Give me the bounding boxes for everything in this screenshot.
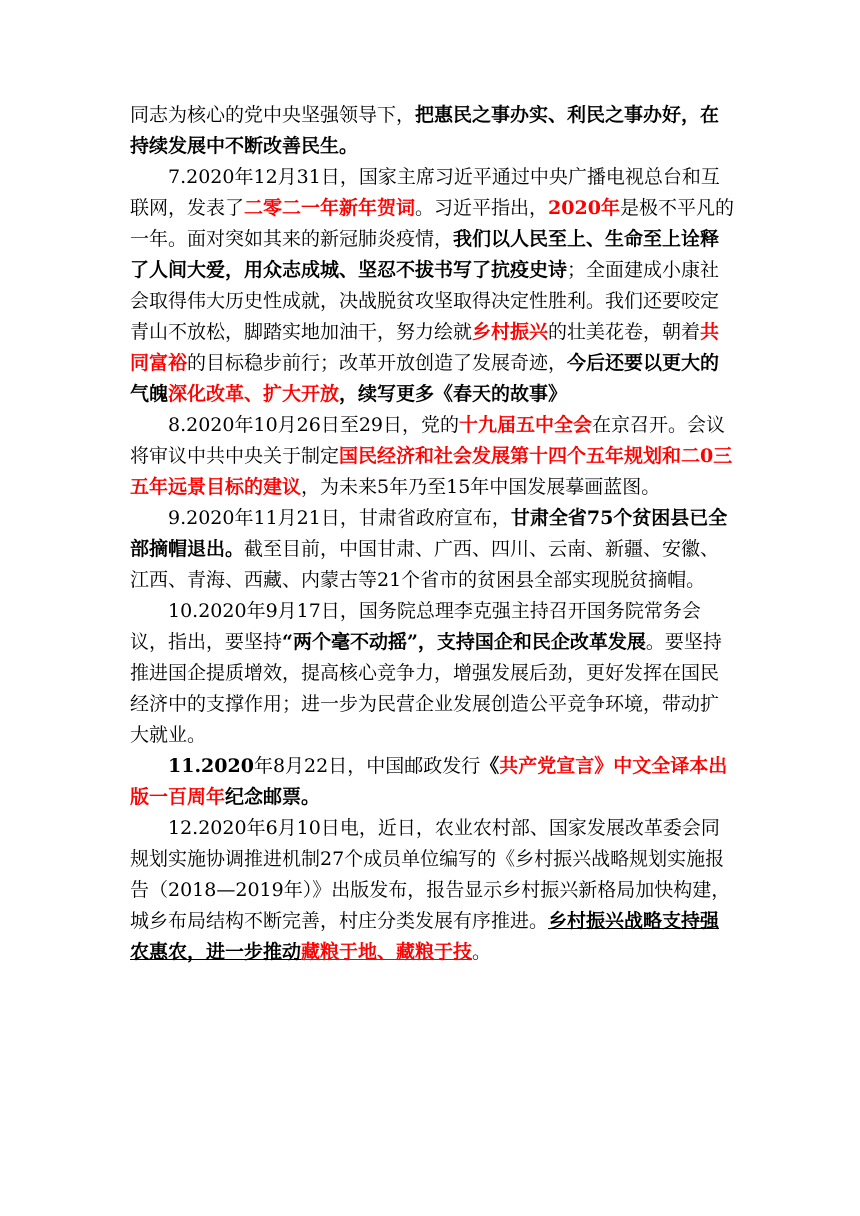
text-run: 同志为核心的党中央坚强领导下， xyxy=(130,104,416,126)
text-run: 十九届五中全会 xyxy=(459,414,593,436)
text-run: 的目标稳步前行；改革开放创造了发展奇迹， xyxy=(187,352,568,374)
text-run: 今后还要以更大的气魄 xyxy=(130,352,720,405)
text-run: 共产党宣言》中文全译本出版一百周年 xyxy=(130,755,728,808)
text-run: 藏粮于地、藏粮于技 xyxy=(301,941,473,963)
text-run: ；全面建成小康社会取得伟大历史性成就，决战脱贫攻坚取得决定性胜利。我们还要咬定青山不放松，脚踏实地加油干，努力绘就 xyxy=(130,259,720,343)
text-run: 是极不平凡的一年。面对突如其来的新冠肺炎疫情， xyxy=(130,197,734,250)
text-run: 乡村振兴 xyxy=(472,321,549,343)
text-run: ，为未来5年乃至15年中国发展摹画蓝图。 xyxy=(301,476,661,498)
paragraph-item-12 xyxy=(130,813,734,968)
text-run: 2020年 xyxy=(548,197,620,219)
text-run: 共同富裕 xyxy=(130,321,720,374)
text-run: 深化改革、扩大开放 xyxy=(168,383,340,405)
text-run: 8.2020年10月26日至29日，党的 xyxy=(168,414,460,436)
text-run: 的壮美花卷，朝着 xyxy=(548,321,701,343)
text-run: 9.2020年11月21日，甘肃省政府宣布， xyxy=(168,507,511,529)
text-run: 11.2020 xyxy=(168,755,254,777)
text-run: 甘肃全省75个贫困县已全部摘帽退出。 xyxy=(130,507,728,560)
text-run: 。习近平指出， xyxy=(415,197,549,219)
paragraph-item-9 xyxy=(130,503,734,596)
paragraph-item-10 xyxy=(130,596,734,751)
text-run: 乡村振兴战略支持强农惠农，进一步推动 xyxy=(130,910,720,963)
text-run: 国民经济和社会发展第十四个五年规划和二0三五年远景目标的建议 xyxy=(130,445,733,498)
text-run: “两个毫不动摇”，支持国企和民企改革发展 xyxy=(282,631,646,653)
text-run: 。 xyxy=(472,941,492,963)
text-run: 截至目前，中国甘肃、广西、四川、云南、新疆、安徽、江西、青海、西藏、内蒙古等21个省市的贫困县全部实现脱贫摘帽。 xyxy=(130,538,720,591)
paragraph-item-7 xyxy=(130,162,734,410)
text-run: 12.2020年6月10日电，近日，农业农村部、国家发展改革委会同规划实施协调推进机制27个成员单位编写的《乡村振兴战略规划实施报告（2018—2019年）》出版发布，报告显示乡村振兴新格局加快构建，城乡布局结构不断完善，村庄分类发展有序推进。 xyxy=(130,817,731,932)
text-run: ，续写更多《春天的故事》 xyxy=(339,383,568,405)
text-run: 10.2020年9月17日，国务院总理李克强主持召开国务院常务会议，指出，要坚持 xyxy=(130,600,701,653)
text-run: 7.2020年12月31日，国家主席习近平通过中央广播电视总台和互联网，发表了 xyxy=(130,166,720,219)
text-run: 。要坚持推进国企提质增效，提高核心竞争力，增强发展后劲，更好发挥在国民经济中的支撑作用；进一步为民营企业发展创造公平竞争环境，带动扩大就业。 xyxy=(130,631,722,746)
paragraph-continuation xyxy=(130,100,734,162)
text-run: 我们以人民至上、生命至上诠释了人间大爱，用众志成城、坚忍不拔书写了抗疫史诗 xyxy=(130,228,720,281)
text-run: 在京召开。会议将审议中共中央关于制定 xyxy=(130,414,726,467)
text-run: 纪念邮票。 xyxy=(225,786,321,808)
document-body xyxy=(130,100,734,968)
paragraph-item-11 xyxy=(130,751,734,813)
text-run: 二零二一年新年贺词 xyxy=(244,197,416,219)
paragraph-item-8 xyxy=(130,410,734,503)
text-run: 年8月22日，中国邮政发行 xyxy=(253,755,481,777)
text-run: 《 xyxy=(480,755,500,777)
text-run: 把惠民之事办实、利民之事办好，在持续发展中不断改善民生。 xyxy=(130,104,720,157)
